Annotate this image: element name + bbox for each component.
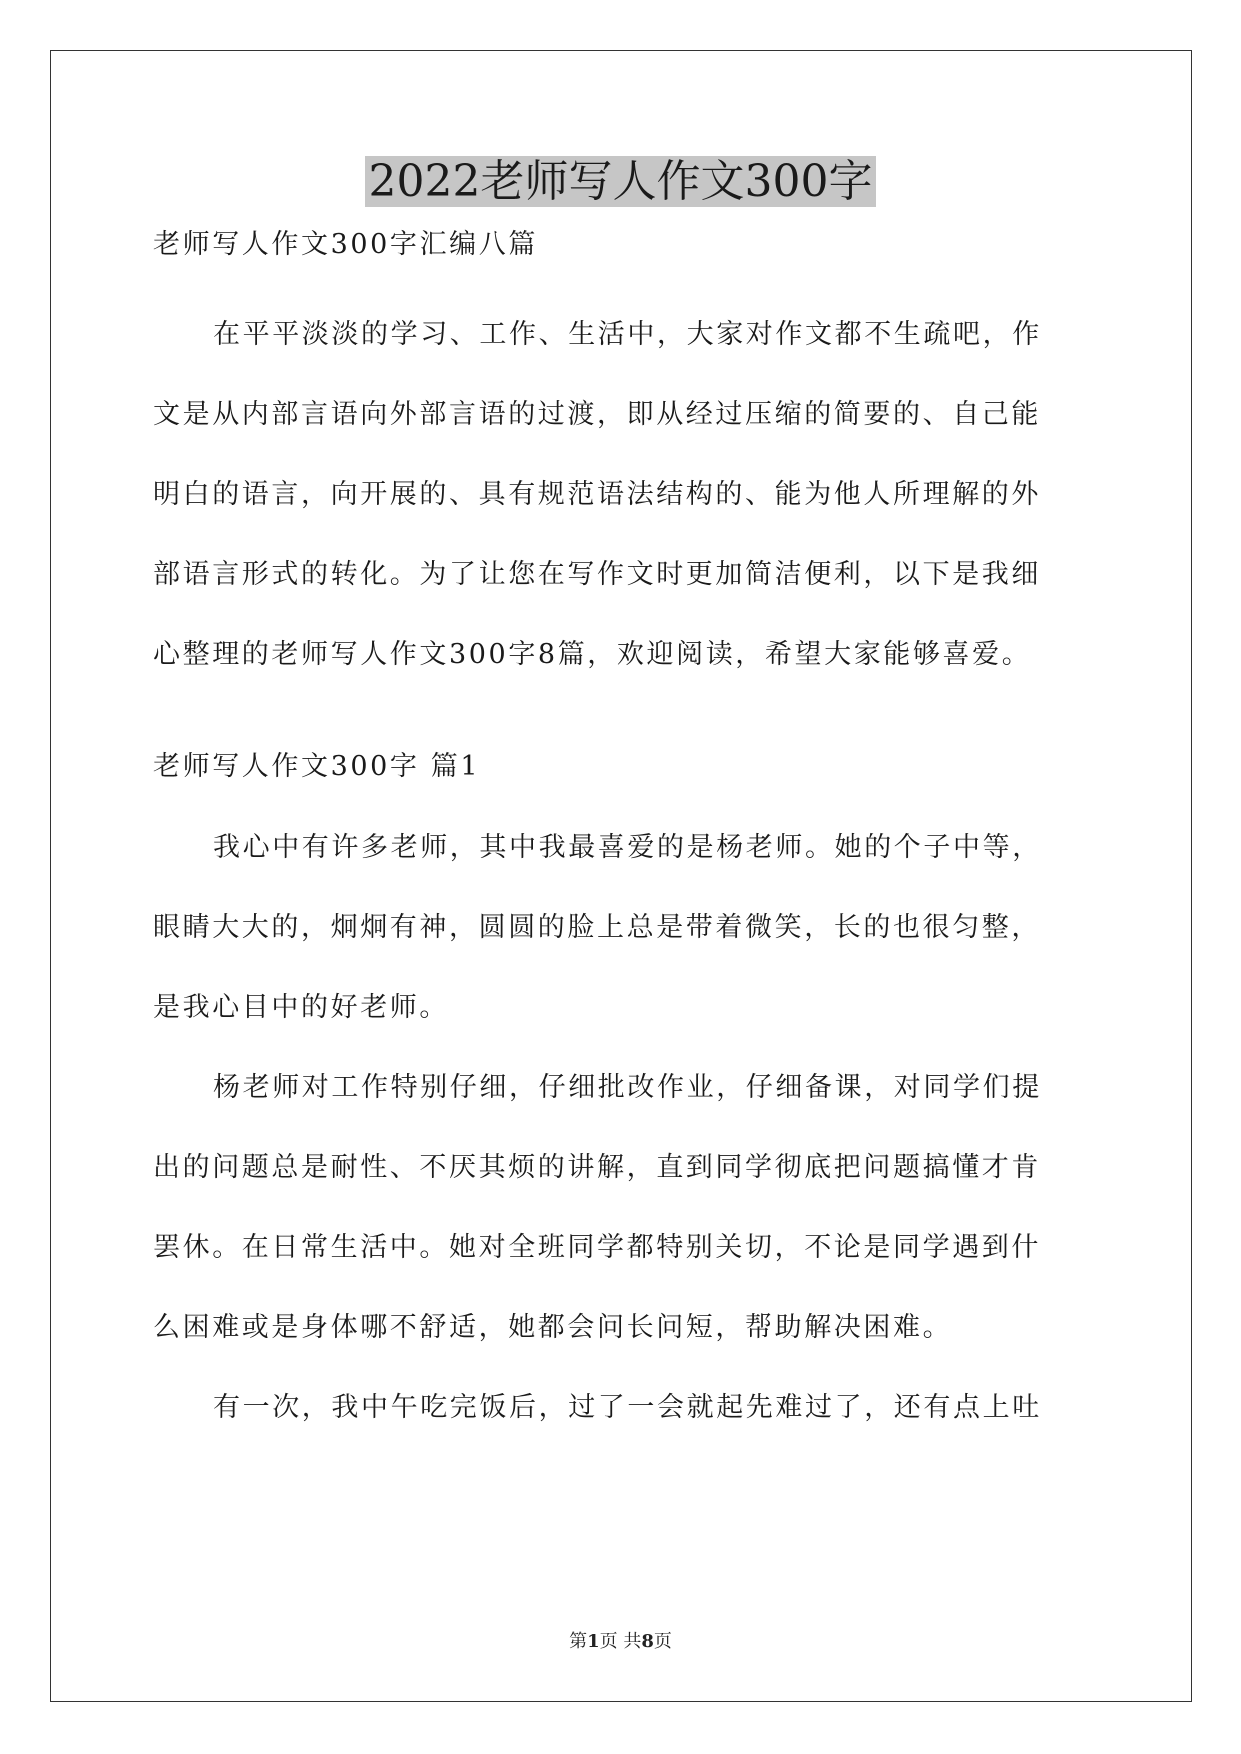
intro-line: 在平平淡淡的学习、工作、生活中，大家对作文都不生疏吧，作 xyxy=(213,319,1042,350)
intro-line: 心整理的老师写人作文300字8篇，欢迎阅读，希望大家能够喜爱。 xyxy=(153,639,1032,670)
paragraph-line: 罢休。在日常生活中。她对全班同学都特别关切，不论是同学遇到什 xyxy=(153,1232,1041,1263)
paragraph-line: 有一次，我中午吃完饭后，过了一会就起先难过了，还有点上吐 xyxy=(213,1392,1042,1423)
paragraph-line: 是我心目中的好老师。 xyxy=(153,992,449,1023)
intro-paragraph xyxy=(153,295,1093,695)
document-title: 2022老师写人作文300字 xyxy=(0,152,1241,212)
essay-paragraph-2 xyxy=(153,1048,1093,1368)
paragraph-line: 我心中有许多老师，其中我最喜爱的是杨老师。她的个子中等， xyxy=(213,832,1042,863)
paragraph-line: 出的问题总是耐性、不厌其烦的讲解，直到同学彻底把问题搞懂才肯 xyxy=(153,1152,1041,1183)
paragraph-line: 么困难或是身体哪不舒适，她都会问长问短，帮助解决困难。 xyxy=(153,1312,953,1343)
paragraph-line: 杨老师对工作特别仔细，仔细批改作业，仔细备课，对同学们提 xyxy=(213,1072,1042,1103)
current-page-number: 1 xyxy=(587,1631,600,1652)
intro-line: 文是从内部言语向外部言语的过渡，即从经过压缩的简要的、自己能 xyxy=(153,399,1041,430)
paragraph-line: 眼睛大大的，炯炯有神，圆圆的脸上总是带着微笑，长的也很匀整， xyxy=(153,912,1041,943)
document-subtitle: 老师写人作文300字汇编八篇 xyxy=(153,229,538,260)
essay-paragraph-1 xyxy=(153,808,1093,1048)
intro-line: 明白的语言，向开展的、具有规范语法结构的、能为他人所理解的外 xyxy=(153,479,1041,510)
total-page-number: 8 xyxy=(641,1631,654,1652)
essay-paragraph-3 xyxy=(153,1368,1093,1448)
intro-line: 部语言形式的转化。为了让您在写作文时更加简洁便利，以下是我细 xyxy=(153,559,1041,590)
page-footer: 第1页 共8页 xyxy=(569,1631,672,1652)
section-heading: 老师写人作文300字 篇1 xyxy=(153,751,481,782)
